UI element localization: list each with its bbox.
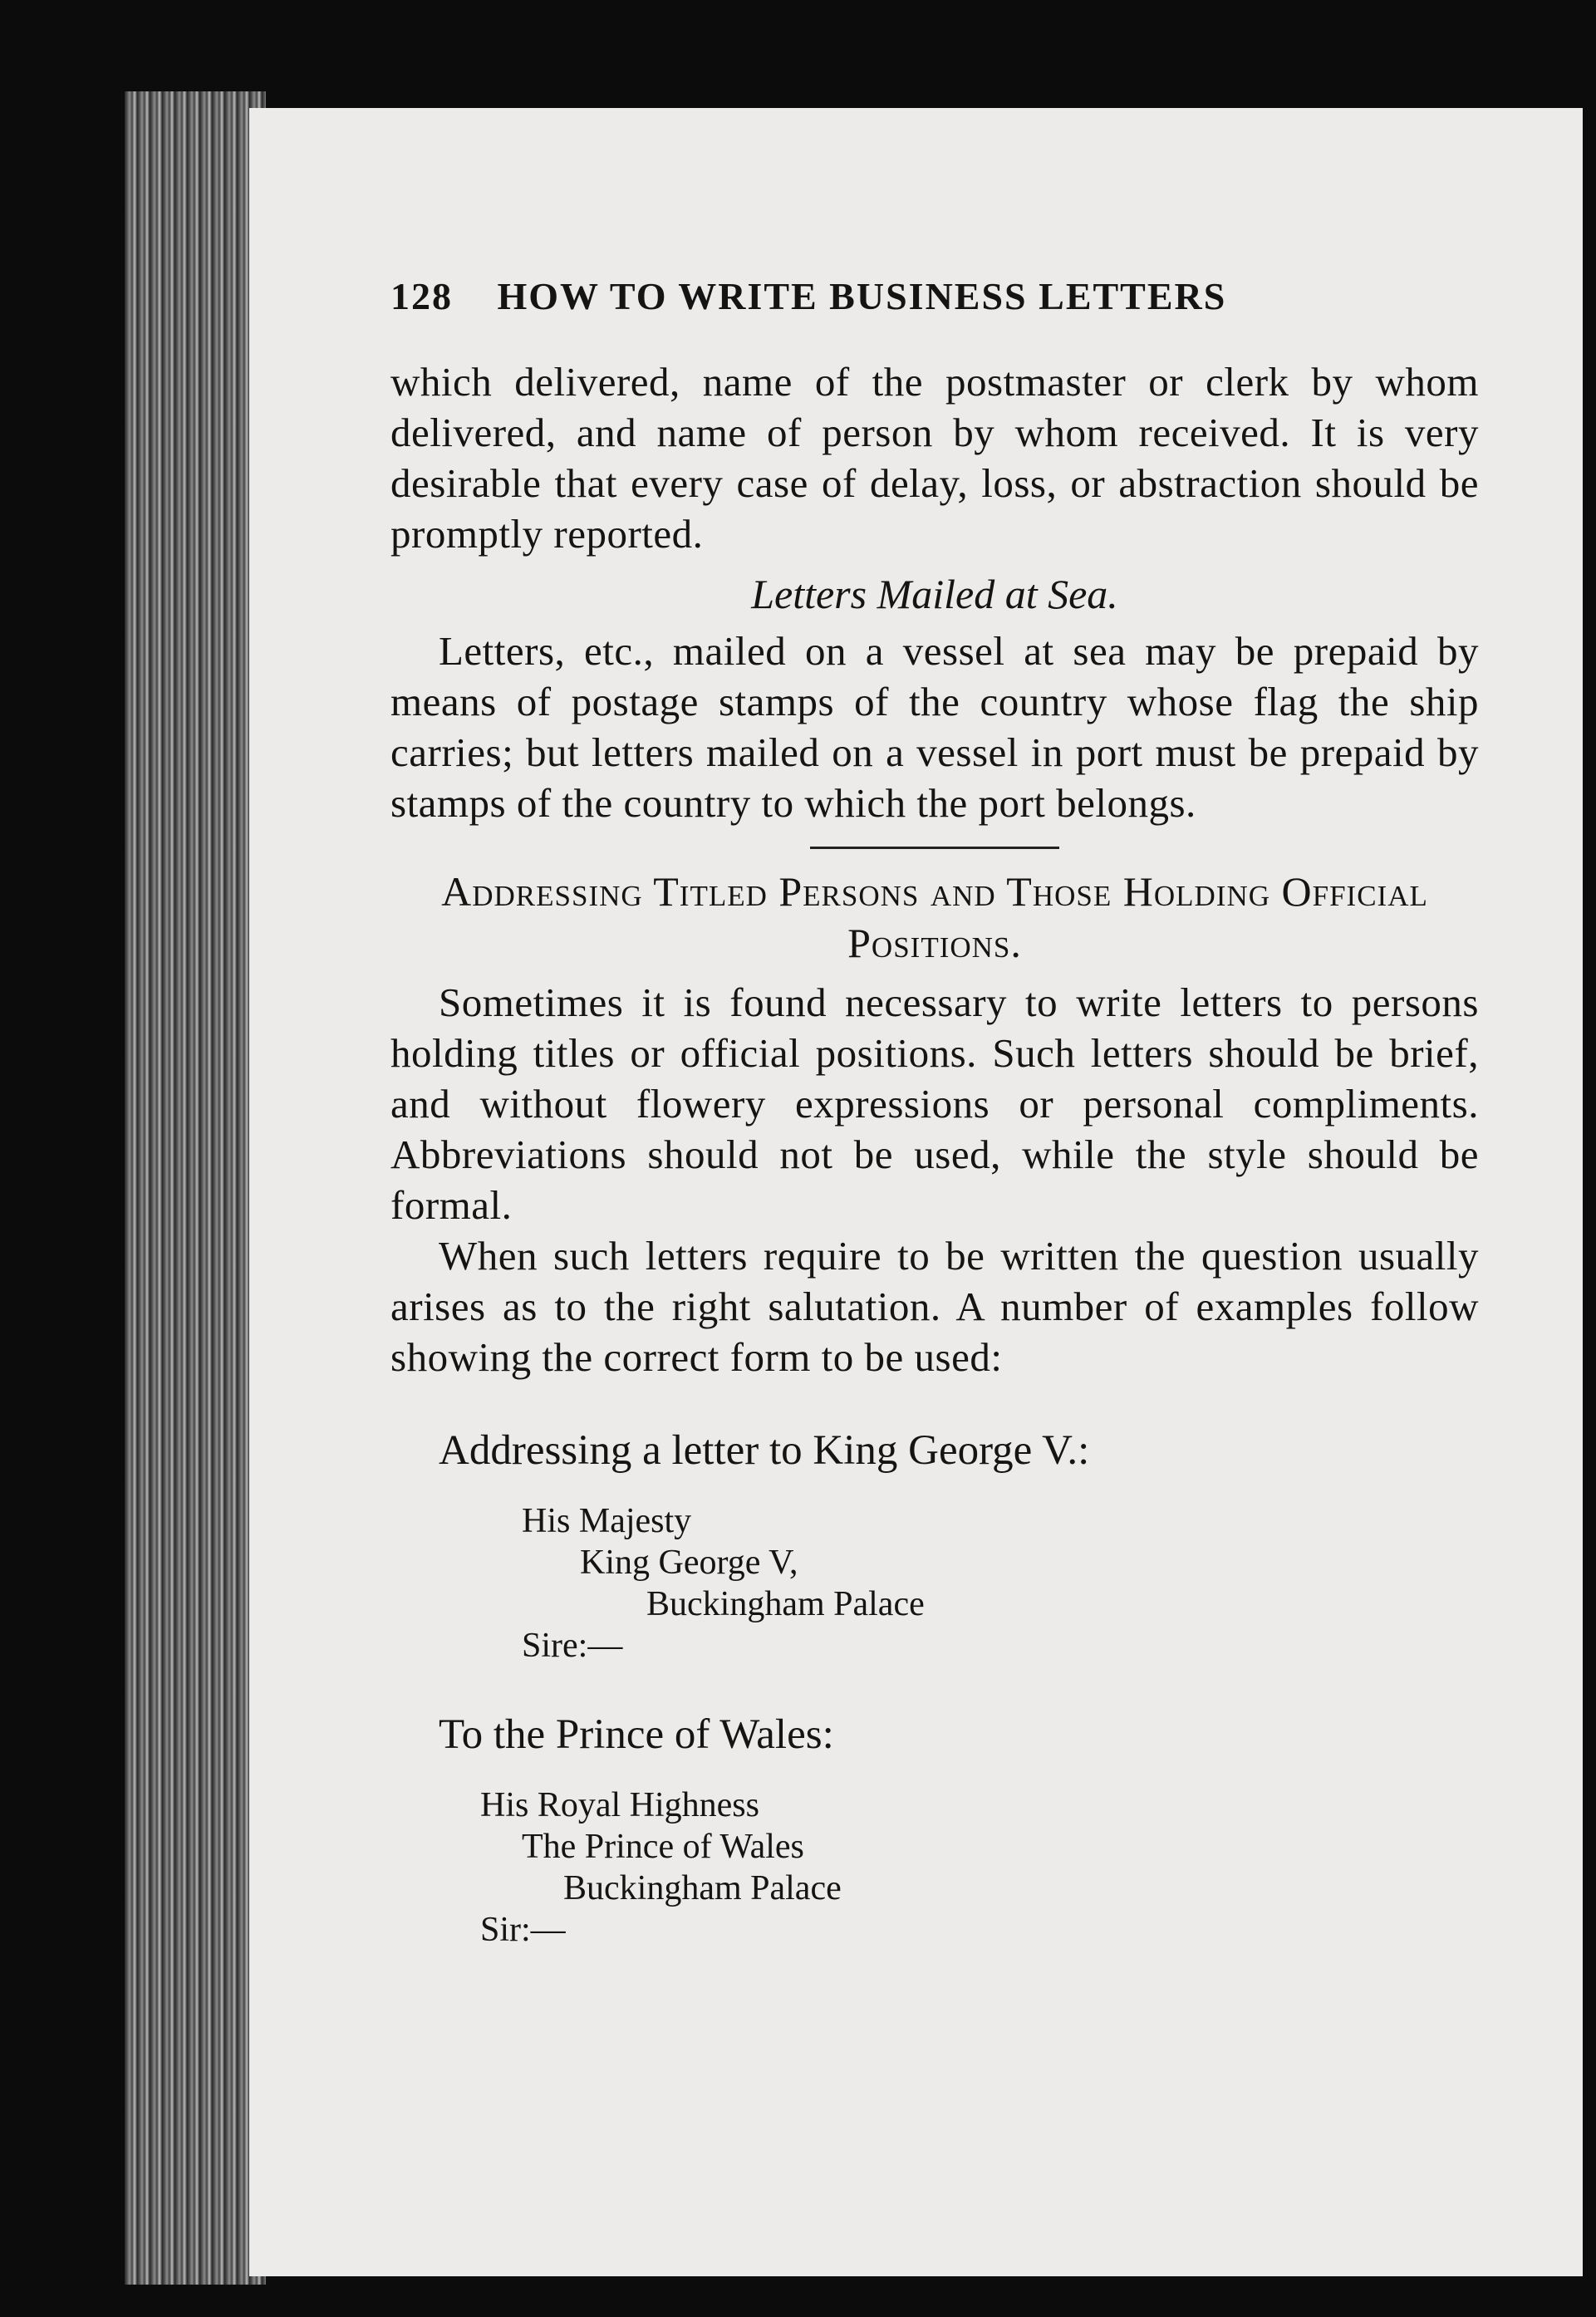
address-line: His Royal Highness: [480, 1786, 759, 1824]
book-page-edges: [125, 91, 266, 2285]
address-block-prince: [439, 1784, 1479, 1951]
paragraph-delivery: which delivered, name of the postmaster or clerk by whom delivered, and name of person by whom received. It is very desirable that every case of delay, loss, or abstraction should be promptly reported.: [390, 359, 1479, 557]
page-number: 128: [390, 275, 453, 317]
section-divider: [810, 847, 1059, 849]
example-intro-king: Addressing a letter to King George V.:: [439, 1427, 1090, 1474]
paragraph-sea-postage: Letters, etc., mailed on a vessel at sea may be prepaid by means of postage stamps of the country whose flag the ship carries; but letters mailed on a vessel in port must be prepaid by stamps of the country to which the port belongs.: [390, 628, 1479, 826]
paragraph-salutation: When such letters require to be written the question usually arises as to the right salutation. A number of examples follow showing the correct form to be used:: [390, 1233, 1479, 1380]
section-heading-titled-persons: Addressing Titled Persons and Those Holding Official Positions.: [441, 868, 1428, 966]
address-line: Buckingham Palace: [563, 1869, 842, 1907]
address-block-king: [439, 1500, 1479, 1667]
address-line: His Majesty: [522, 1502, 692, 1540]
address-line: Buckingham Palace: [646, 1585, 925, 1623]
paragraph-titled-persons: Sometimes it is found necessary to write letters to persons holding titles or official positions. Such letters should be brief, and without flowery expressions or personal compliments. Abbreviations should not be used, while the style should be formal.: [390, 979, 1479, 1228]
book-page: [249, 108, 1583, 2276]
example-intro-prince: To the Prince of Wales:: [439, 1711, 834, 1758]
section-heading-letters-at-sea: Letters Mailed at Sea.: [751, 571, 1118, 617]
running-header: [390, 274, 1479, 318]
page-content: [390, 274, 1479, 1951]
salutation-line: Sir:—: [480, 1911, 566, 1949]
running-title: HOW TO WRITE BUSINESS LETTERS: [497, 275, 1227, 317]
address-line: King George V,: [580, 1544, 798, 1582]
address-line: The Prince of Wales: [522, 1828, 804, 1866]
salutation-line: Sire:—: [522, 1627, 623, 1665]
